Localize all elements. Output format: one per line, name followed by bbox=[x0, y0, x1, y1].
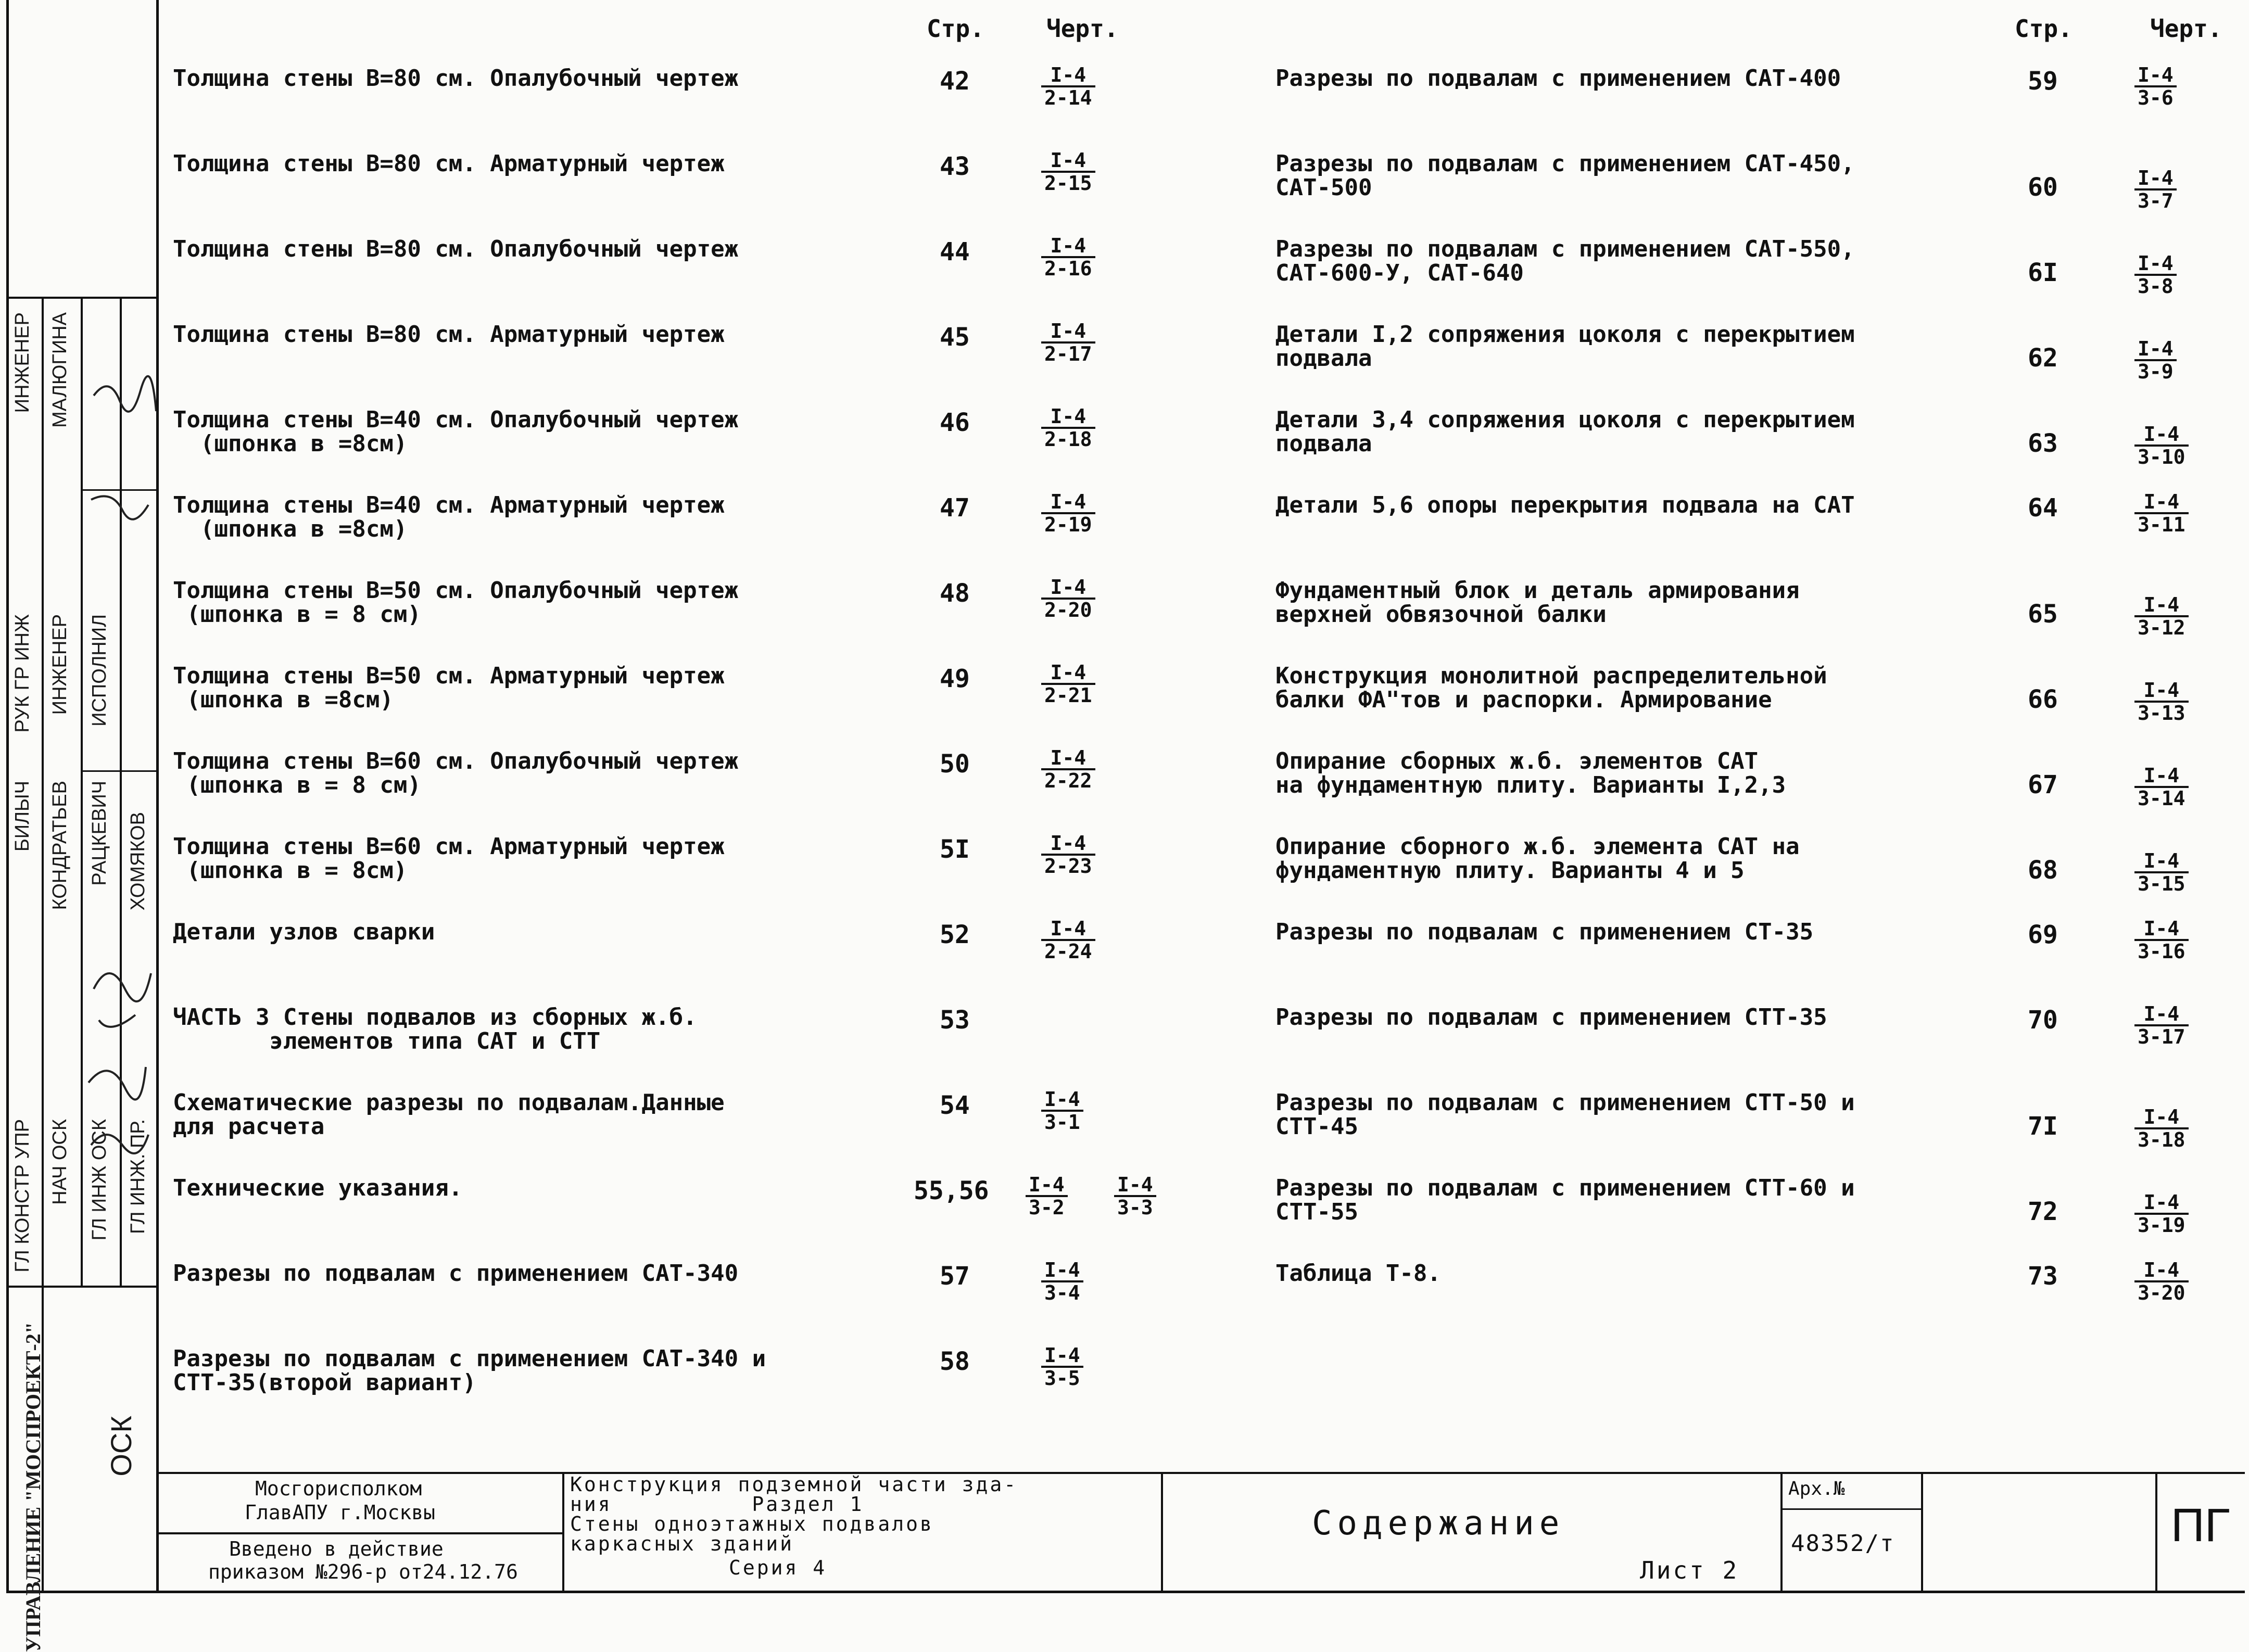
sheet-ref-numerator: I-4 bbox=[1050, 490, 1086, 513]
entry-title: Разрезы по подвалам с применением СТТ-35 bbox=[1275, 1004, 1827, 1031]
sheet-ref-numerator: I-4 bbox=[1044, 1259, 1080, 1281]
sheet-ref-numerator: I-4 bbox=[1050, 576, 1086, 599]
entry-title: Детали 5,6 опоры перекрытия подвала на САТ bbox=[1275, 492, 1855, 518]
side-role-5: РУК ГР ИНЖ bbox=[11, 614, 33, 733]
entry-title: ЧАСТЬ 3 Стены подвалов из сборных ж.б. элементов типа САТ и СТТ bbox=[173, 1004, 697, 1054]
org-line-1: Мосгорисполком bbox=[255, 1477, 422, 1500]
sheet-ref-numerator: I-4 bbox=[2143, 490, 2180, 513]
sheet-ref-denominator: 3-12 bbox=[2134, 615, 2189, 638]
entry-page: 70 bbox=[2028, 1006, 2058, 1035]
entry-title: Разрезы по подвалам с применением САТ-340 bbox=[173, 1260, 739, 1287]
entry-page: 54 bbox=[940, 1091, 970, 1120]
sheet-ref-denominator: 3-1 bbox=[1041, 1110, 1083, 1133]
entry-page: 45 bbox=[940, 323, 970, 352]
sheet-ref-numerator: I-4 bbox=[1044, 1344, 1080, 1367]
sheet-ref-numerator: I-4 bbox=[2143, 423, 2180, 446]
org-vertical: УПРАВЛЕНИЕ "МОСПРОЕКТ-2" bbox=[21, 1322, 45, 1652]
sheet-ref-denominator: 3-2 bbox=[1026, 1195, 1068, 1218]
entry-page: 68 bbox=[2028, 856, 2058, 885]
sheet-ref-numerator: I-4 bbox=[1029, 1173, 1065, 1196]
sheet-reference bbox=[1041, 747, 1095, 791]
sheet-reference bbox=[1041, 918, 1095, 962]
sheet-reference bbox=[2134, 918, 2189, 962]
sheet-ref-numerator: I-4 bbox=[2138, 337, 2174, 360]
entry-page: 72 bbox=[2028, 1197, 2058, 1226]
entry-page: 62 bbox=[2028, 344, 2058, 373]
sheet-ref-denominator: 3-9 bbox=[2134, 359, 2177, 382]
sheet-reference bbox=[1041, 1260, 1083, 1303]
project-line-2: ния Раздел 1 bbox=[570, 1493, 864, 1516]
sheet-ref-denominator: 3-7 bbox=[2134, 188, 2177, 211]
enacted-line-2: приказом №296-р от24.12.76 bbox=[208, 1560, 518, 1583]
sheet-ref-numerator: I-4 bbox=[1050, 917, 1086, 940]
sheet-ref-denominator: 2-16 bbox=[1041, 256, 1095, 279]
entry-title: Схематические разрезы по подвалам.Данные для расчета bbox=[173, 1089, 725, 1140]
sheet-reference bbox=[2134, 424, 2189, 467]
sheet-reference bbox=[1041, 321, 1095, 364]
entry-page: 6I bbox=[2028, 258, 2058, 287]
left-border bbox=[6, 0, 9, 1593]
sheet-ref-denominator: 2-22 bbox=[1041, 768, 1095, 791]
sheet-ref-denominator: 3-4 bbox=[1041, 1280, 1083, 1303]
entry-title: Разрезы по подвалам с применением САТ-400 bbox=[1275, 65, 1841, 92]
entry-title: Разрезы по подвалам с применением СТТ-50 и СТТ-45 bbox=[1275, 1089, 1855, 1140]
side-surname-2: РАЦКЕВИЧ bbox=[89, 781, 110, 886]
signatures bbox=[83, 364, 156, 1249]
entry-title: Толщина стены В=80 см. Опалубочный чертеж bbox=[173, 65, 739, 92]
entry-page: 63 bbox=[2028, 429, 2058, 458]
entry-page: 59 bbox=[2028, 67, 2058, 96]
side-surname-3: ХОМЯКОВ bbox=[127, 812, 149, 911]
entry-page: 53 bbox=[940, 1006, 970, 1035]
entry-page: 43 bbox=[940, 152, 970, 181]
entry-page: 55,56 bbox=[914, 1176, 989, 1205]
project-line-5: Серия 4 bbox=[729, 1556, 827, 1579]
project-line-3: Стены одноэтажных подвалов bbox=[570, 1513, 934, 1535]
entry-title: Опирание сборного ж.б. элемента САТ на фундаментную плиту. Варианты 4 и 5 bbox=[1275, 833, 1800, 884]
sheet-ref-numerator: I-4 bbox=[1050, 63, 1086, 86]
sheet-reference bbox=[2134, 1192, 2189, 1236]
entry-title: Толщина стены В=40 см. Опалубочный чертеж (шпонка в =8см) bbox=[173, 406, 739, 457]
archive-number: 48352/т bbox=[1791, 1530, 1895, 1557]
sheet-ref-numerator: I-4 bbox=[2143, 849, 2180, 872]
sheet-ref-numerator: I-4 bbox=[1044, 1088, 1080, 1111]
entry-page: 49 bbox=[940, 664, 970, 693]
dept-vertical: ОСК bbox=[105, 1416, 137, 1477]
sheet-number: Лист 2 bbox=[1640, 1556, 1739, 1584]
sheet-ref-denominator: 2-15 bbox=[1041, 171, 1095, 194]
sheet-reference bbox=[2134, 168, 2177, 211]
sheet-ref-numerator: I-4 bbox=[2143, 1191, 2180, 1214]
sheet-reference bbox=[1041, 65, 1095, 108]
sheet-ref-numerator: I-4 bbox=[2143, 764, 2180, 787]
sheet-ref-denominator: 2-20 bbox=[1041, 598, 1095, 620]
side-role-1: ГЛ КОНСТР УПР bbox=[11, 1119, 33, 1273]
sheet-ref-numerator: I-4 bbox=[2143, 1259, 2180, 1281]
entry-title: Фундаментный блок и деталь армирования верхней обвязочной балки bbox=[1275, 577, 1800, 628]
project-line-4: каркасных зданий bbox=[570, 1532, 794, 1555]
sheet-reference bbox=[2134, 1107, 2189, 1150]
side-stamp-right-border bbox=[156, 0, 159, 1593]
entry-page: 65 bbox=[2028, 600, 2058, 629]
sheet-ref-numerator: I-4 bbox=[2138, 167, 2174, 189]
entry-title: Толщина стены В=80 см. Арматурный чертеж bbox=[173, 150, 725, 177]
doc-code: ПГ bbox=[2171, 1499, 2230, 1552]
sheet-ref-numerator: I-4 bbox=[2138, 63, 2174, 86]
entry-title: Детали 3,4 сопряжения цоколя с перекрытием подвала bbox=[1275, 406, 1855, 457]
sheet-ref-denominator: 3-18 bbox=[2134, 1127, 2189, 1150]
sheet-ref-denominator: 3-15 bbox=[2134, 871, 2189, 894]
sheet-reference bbox=[1026, 1174, 1068, 1218]
entry-title: Толщина стены В=60 см. Арматурный чертеж (шпонка в = 8см) bbox=[173, 833, 725, 884]
side-role-7: ИСПОЛНИЛ bbox=[89, 614, 110, 727]
entry-page: 5I bbox=[940, 835, 970, 864]
sheet-reference bbox=[1041, 150, 1095, 194]
sheet-reference bbox=[1041, 833, 1095, 876]
sheet-ref-numerator: I-4 bbox=[2143, 1105, 2180, 1128]
sheet-reference bbox=[1041, 406, 1095, 450]
sheet-ref-denominator: 3-14 bbox=[2134, 786, 2189, 809]
entry-page: 64 bbox=[2028, 493, 2058, 523]
sheet-ref-denominator: 3-5 bbox=[1041, 1366, 1083, 1389]
entry-page: 42 bbox=[940, 67, 970, 96]
sheet-ref-denominator: 2-23 bbox=[1041, 854, 1095, 876]
left-sheet-header: Черт. bbox=[1046, 15, 1119, 43]
sheet-reference bbox=[1041, 577, 1095, 620]
sheet-reference bbox=[1041, 662, 1095, 706]
sheet-ref-denominator: 2-24 bbox=[1041, 939, 1095, 962]
sheet-reference bbox=[2134, 491, 2189, 535]
entry-page: 66 bbox=[2028, 685, 2058, 714]
entry-title: Технические указания. bbox=[173, 1175, 463, 1201]
entry-page: 60 bbox=[2028, 173, 2058, 202]
entry-title: Толщина стены В=80 см. Арматурный чертеж bbox=[173, 321, 725, 348]
sheet-ref-numerator: I-4 bbox=[2143, 593, 2180, 616]
entry-title: Разрезы по подвалам с применением СТТ-60 и СТТ-55 bbox=[1275, 1175, 1855, 1225]
sheet-ref-denominator: 3-10 bbox=[2134, 444, 2189, 467]
sheet-ref-numerator: I-4 bbox=[2143, 917, 2180, 940]
side-role-8: ИНЖЕНЕР bbox=[11, 312, 33, 413]
sheet-ref-denominator: 2-19 bbox=[1041, 512, 1095, 535]
side-role-2: НАЧ ОСК bbox=[49, 1119, 71, 1205]
sheet-reference bbox=[2134, 338, 2177, 382]
sheet-ref-denominator: 3-17 bbox=[2134, 1024, 2189, 1047]
sheet-ref-numerator: I-4 bbox=[1050, 832, 1086, 855]
sheet-ref-numerator: I-4 bbox=[1050, 149, 1086, 172]
sheet-ref-denominator: 3-11 bbox=[2134, 512, 2189, 535]
side-role-3: ГЛ ИНЖ ОСК bbox=[89, 1119, 110, 1241]
enacted-line-1: Введено в действие bbox=[229, 1537, 444, 1560]
entry-page: 57 bbox=[940, 1262, 970, 1291]
sheet-ref-numerator: I-4 bbox=[1050, 661, 1086, 684]
archive-label: Арх.№ bbox=[1788, 1478, 1845, 1499]
entry-page: 50 bbox=[940, 749, 970, 779]
side-surname-4: БИЛЫЧ bbox=[11, 781, 33, 852]
entry-page: 69 bbox=[2028, 920, 2058, 949]
sheet-reference bbox=[2134, 65, 2177, 108]
entry-page: 67 bbox=[2028, 770, 2058, 799]
entry-title: Опирание сборных ж.б. элементов САТ на фундаментную плиту. Варианты I,2,3 bbox=[1275, 748, 1786, 798]
sheet-reference bbox=[2134, 253, 2177, 297]
entry-title: Разрезы по подвалам с применением САТ-550, САТ-600-У, САТ-640 bbox=[1275, 236, 1855, 286]
sheet-ref-numerator: I-4 bbox=[2143, 679, 2180, 702]
entry-title: Толщина стены В=50 см. Опалубочный чертеж (шпонка в = 8 см) bbox=[173, 577, 739, 628]
sheet-ref-denominator: 2-21 bbox=[1041, 683, 1095, 706]
entry-page: 52 bbox=[940, 920, 970, 949]
sheet-ref-denominator: 2-18 bbox=[1041, 427, 1095, 450]
left-page-header: Стр. bbox=[927, 15, 984, 43]
side-role-6: ИНЖЕНЕР bbox=[49, 614, 71, 715]
side-surname-1: КОНДРАТЬЕВ bbox=[49, 781, 71, 910]
sheet-ref-numerator: I-4 bbox=[2143, 1002, 2180, 1025]
sheet-reference bbox=[2134, 765, 2189, 809]
entry-title: Разрезы по подвалам с применением СТ-35 bbox=[1275, 919, 1814, 945]
sheet-ref-numerator: I-4 bbox=[2138, 252, 2174, 275]
sheet-reference bbox=[2134, 1260, 2189, 1303]
sheet-ref-numerator: I-4 bbox=[1117, 1173, 1153, 1196]
entry-page: 44 bbox=[940, 237, 970, 266]
sheet-ref-numerator: I-4 bbox=[1050, 320, 1086, 342]
entry-page: 7I bbox=[2028, 1112, 2058, 1141]
entry-page: 46 bbox=[940, 408, 970, 437]
side-role-4: ГЛ ИНЖ. ПР. bbox=[127, 1119, 149, 1234]
sheet-reference bbox=[1041, 1089, 1083, 1133]
sheet-ref-denominator: 2-14 bbox=[1041, 85, 1095, 108]
entry-title: Детали узлов сварки bbox=[173, 919, 435, 945]
sheet-ref-denominator: 3-13 bbox=[2134, 701, 2189, 723]
sheet-ref-denominator: 3-3 bbox=[1114, 1195, 1156, 1218]
entry-title: Таблица Т-8. bbox=[1275, 1260, 1441, 1287]
entry-title: Толщина стены В=60 см. Опалубочный чертеж (шпонка в = 8 см) bbox=[173, 748, 739, 798]
entry-title: Конструкция монолитной распределительной балки ФА"тов и распорки. Армирование bbox=[1275, 663, 1827, 713]
sheet-title: Содержание bbox=[1312, 1504, 1565, 1543]
side-surname-5: МАЛЮГИНА bbox=[49, 312, 71, 428]
sheet-reference bbox=[1114, 1174, 1156, 1218]
project-line-1: Конструкция подземной части зда- bbox=[570, 1473, 1018, 1496]
sheet-ref-denominator: 3-19 bbox=[2134, 1213, 2189, 1236]
sheet-ref-denominator: 2-17 bbox=[1041, 341, 1095, 364]
sheet-reference bbox=[2134, 594, 2189, 638]
sheet-ref-numerator: I-4 bbox=[1050, 746, 1086, 769]
right-page-header: Стр. bbox=[2015, 15, 2073, 43]
entry-title: Толщина стены В=80 см. Опалубочный чертеж bbox=[173, 236, 739, 262]
sheet-reference bbox=[2134, 680, 2189, 723]
sheet-reference bbox=[2134, 1003, 2189, 1047]
right-sheet-header: Черт. bbox=[2150, 15, 2222, 43]
entry-title: Детали I,2 сопряжения цоколя с перекрытием подвала bbox=[1275, 321, 1855, 372]
sheet-reference bbox=[2134, 850, 2189, 894]
entry-page: 58 bbox=[940, 1347, 970, 1376]
entry-page: 48 bbox=[940, 579, 970, 608]
sheet-reference bbox=[1041, 491, 1095, 535]
sheet-ref-denominator: 3-8 bbox=[2134, 274, 2177, 297]
sheet-reference bbox=[1041, 1345, 1083, 1389]
entry-page: 73 bbox=[2028, 1262, 2058, 1291]
sheet-ref-denominator: 3-20 bbox=[2134, 1280, 2189, 1303]
entry-title: Разрезы по подвалам с применением САТ-450, САТ-500 bbox=[1275, 150, 1855, 201]
sheet-ref-denominator: 3-16 bbox=[2134, 939, 2189, 962]
sheet-ref-numerator: I-4 bbox=[1050, 405, 1086, 428]
org-line-2: ГлавАПУ г.Москвы bbox=[245, 1501, 436, 1524]
sheet-reference bbox=[1041, 235, 1095, 279]
entry-title: Разрезы по подвалам с применением САТ-340 и СТТ-35(второй вариант) bbox=[173, 1345, 766, 1396]
entry-title: Толщина стены В=50 см. Арматурный чертеж (шпонка в =8см) bbox=[173, 663, 725, 713]
entry-page: 47 bbox=[940, 493, 970, 523]
sheet-ref-denominator: 3-6 bbox=[2134, 85, 2177, 108]
bottom-border bbox=[6, 1591, 2245, 1593]
sheet-ref-numerator: I-4 bbox=[1050, 234, 1086, 257]
entry-title: Толщина стены В=40 см. Арматурный чертеж (шпонка в =8см) bbox=[173, 492, 725, 542]
